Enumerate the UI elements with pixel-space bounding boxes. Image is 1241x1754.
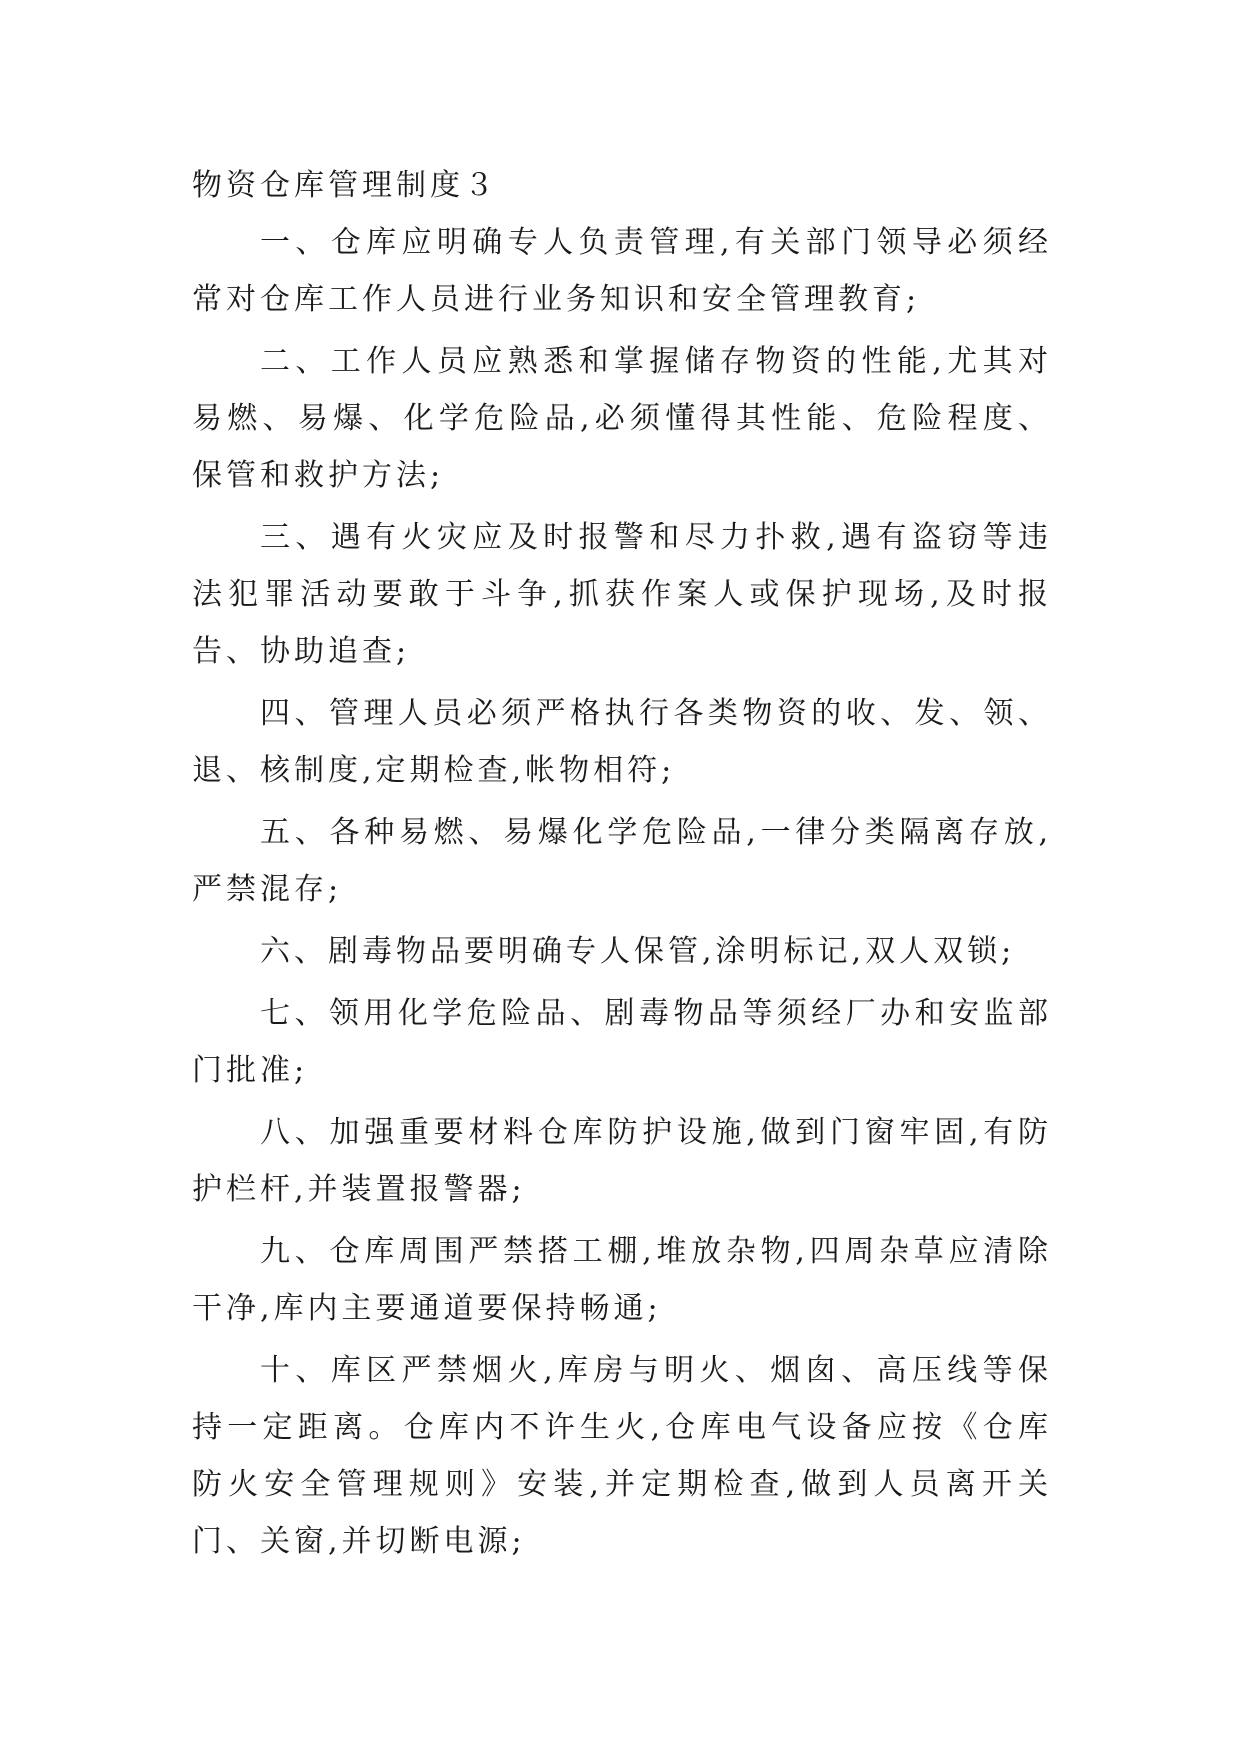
paragraph-5: 五、各种易燃、易爆化学危险品,一律分类隔离存放,严禁混存; <box>192 815 1052 907</box>
paragraph-4: 四、管理人员必须严格执行各类物资的收、发、领、退、核制度,定期检查,帐物相符; <box>192 696 1052 788</box>
paragraph-3: 三、遇有火灾应及时报警和尽力扑救,遇有盗窃等违法犯罪活动要敢于斗争,抓获作案人或保护现场,及时报告、协助追查; <box>192 520 1052 669</box>
paragraph-1: 一、仓库应明确专人负责管理,有关部门领导必须经常对仓库工作人员进行业务知识和安全管理教育; <box>192 225 1052 317</box>
paragraph-10: 十、库区严禁烟火,库房与明火、烟囱、高压线等保持一定距离。仓库内不许生火,仓库电气设备应按《仓库防火安全管理规则》安装,并定期检查,做到人员离开关门、关窗,并切断电源; <box>192 1353 1052 1559</box>
paragraph-9: 九、仓库周围严禁搭工棚,堆放杂物,四周杂草应清除干净,库内主要通道要保持畅通; <box>192 1234 1052 1326</box>
document-page <box>192 158 1052 1570</box>
paragraph-6: 六、剧毒物品要明确专人保管,涂明标记,双人双锁; <box>260 934 1016 969</box>
paragraph-2: 二、工作人员应熟悉和掌握储存物资的性能,尤其对易燃、易爆、化学危险品,必须懂得其性能、危险程度、保管和救护方法; <box>192 344 1052 493</box>
paragraph-7: 七、领用化学危险品、剧毒物品等须经厂办和安监部门批准; <box>192 996 1052 1088</box>
document-title: 物资仓库管理制度３ <box>192 168 498 203</box>
paragraph-8: 八、加强重要材料仓库防护设施,做到门窗牢固,有防护栏杆,并装置报警器; <box>192 1115 1052 1207</box>
